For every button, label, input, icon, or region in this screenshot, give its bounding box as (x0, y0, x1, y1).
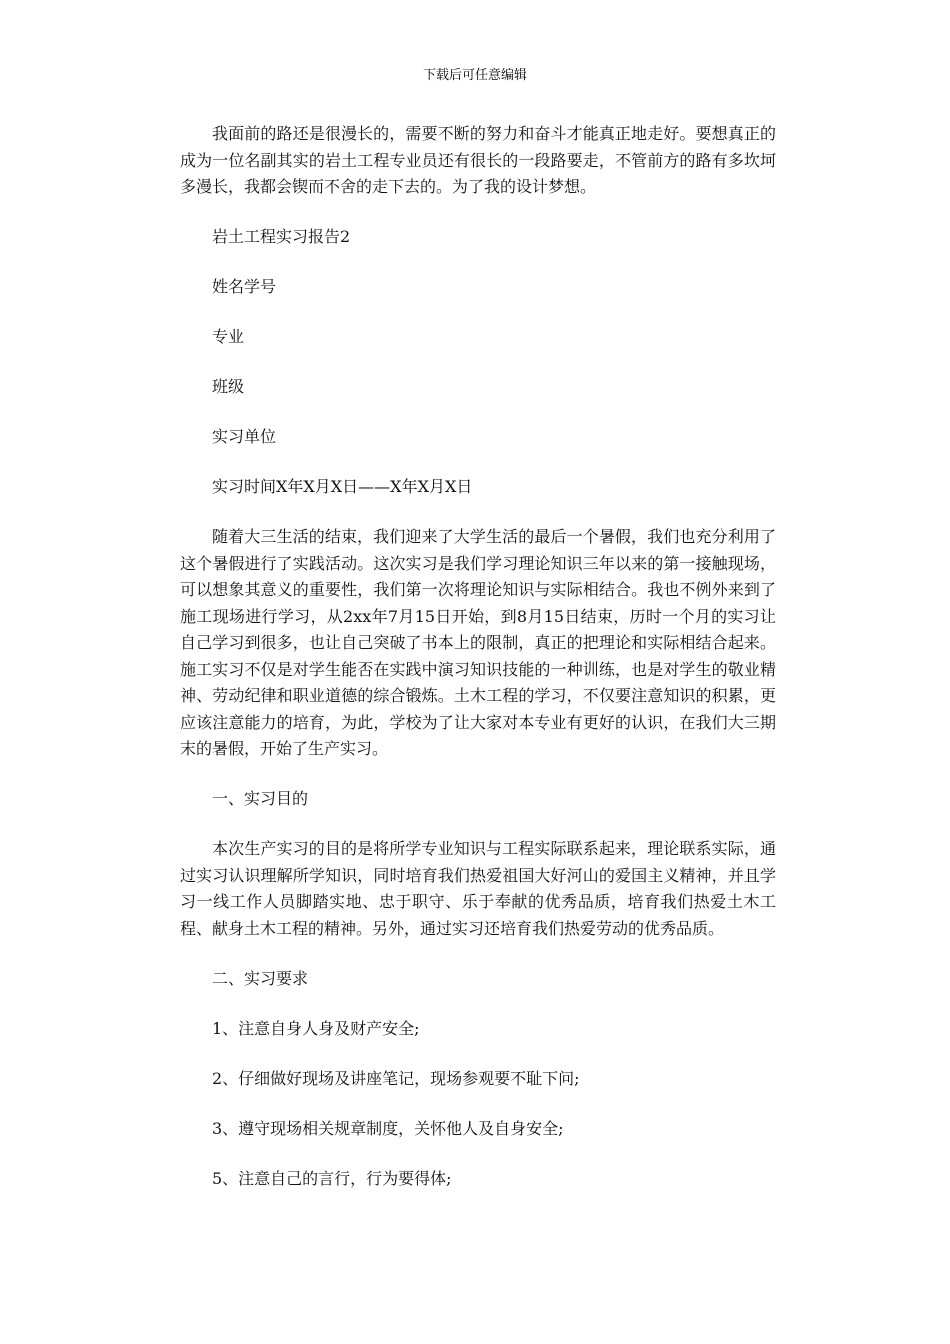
intro-paragraph: 我面前的路还是很漫长的，需要不断的努力和奋斗才能真正地走好。要想真正的成为一位名副其实的岩土工程专业员还有很长的一段路要走，不管前方的路有多坎坷多漫长，我都会锲而不舍的走下去的。为了我的设计梦想。 (180, 124, 776, 196)
section1-paragraph: 本次生产实习的目的是将所学专业知识与工程实际联系起来，理论联系实际，通过实习认识理解所学知识，同时培育我们热爱祖国大好河山的爱国主义精神，并且学习一线工作人员脚踏实地、忠于职守、乐于奉献的优秀品质，培育我们热爱土木工程、献身土木工程的精神。另外，通过实习还培育我们热爱劳动的优秀品质。 (180, 839, 776, 938)
body-paragraph: 随着大三生活的结束，我们迎来了大学生活的最后一个暑假，我们也充分利用了这个暑假进行了实践活动。这次实习是我们学习理论知识三年以来的第一接触现场，可以想象其意义的重要性，我们第一次将理论知识与实际相结合。我也不例外来到了施工现场进行学习，从2xx年7月15日开始，到8月15日结束，历时一个月的实习让自己学习到很多，也让自己突破了书本上的限制，真正的把理论和实际相结合起来。施工实习不仅是对学生能否在实践中演习知识技能的一种训练，也是对学生的敬业精神、劳动纪律和职业道德的综合锻炼。土木工程的学习，不仅要注意知识的积累，更应该注意能力的培育，为此，学校为了让大家对本专业有更好的认识，在我们大三期末的暑假，开始了生产实习。 (180, 527, 776, 758)
field-major: 专业 (212, 327, 245, 346)
document-body (180, 121, 776, 1192)
section1-heading: 一、实习目的 (212, 789, 309, 808)
list-item: 5、注意自己的言行，行为要得体; (212, 1168, 452, 1188)
field-name-id: 姓名学号 (212, 277, 277, 296)
section2-heading: 二、实习要求 (212, 968, 309, 988)
list-item: 2、仔细做好现场及讲座笔记，现场参观要不耻下问; (212, 1068, 580, 1088)
list-item: 3、遵守现场相关规章制度，关怀他人及自身安全; (212, 1118, 564, 1138)
field-class: 班级 (212, 377, 245, 396)
list-item: 1、注意自身人身及财产安全; (212, 1018, 420, 1038)
field-time: 实习时间X年X月X日——X年X月X日 (212, 477, 473, 496)
report-title: 岩土工程实习报告2 (212, 227, 351, 246)
page-header: 下载后可任意编辑 (422, 68, 527, 83)
field-unit: 实习单位 (212, 427, 277, 446)
